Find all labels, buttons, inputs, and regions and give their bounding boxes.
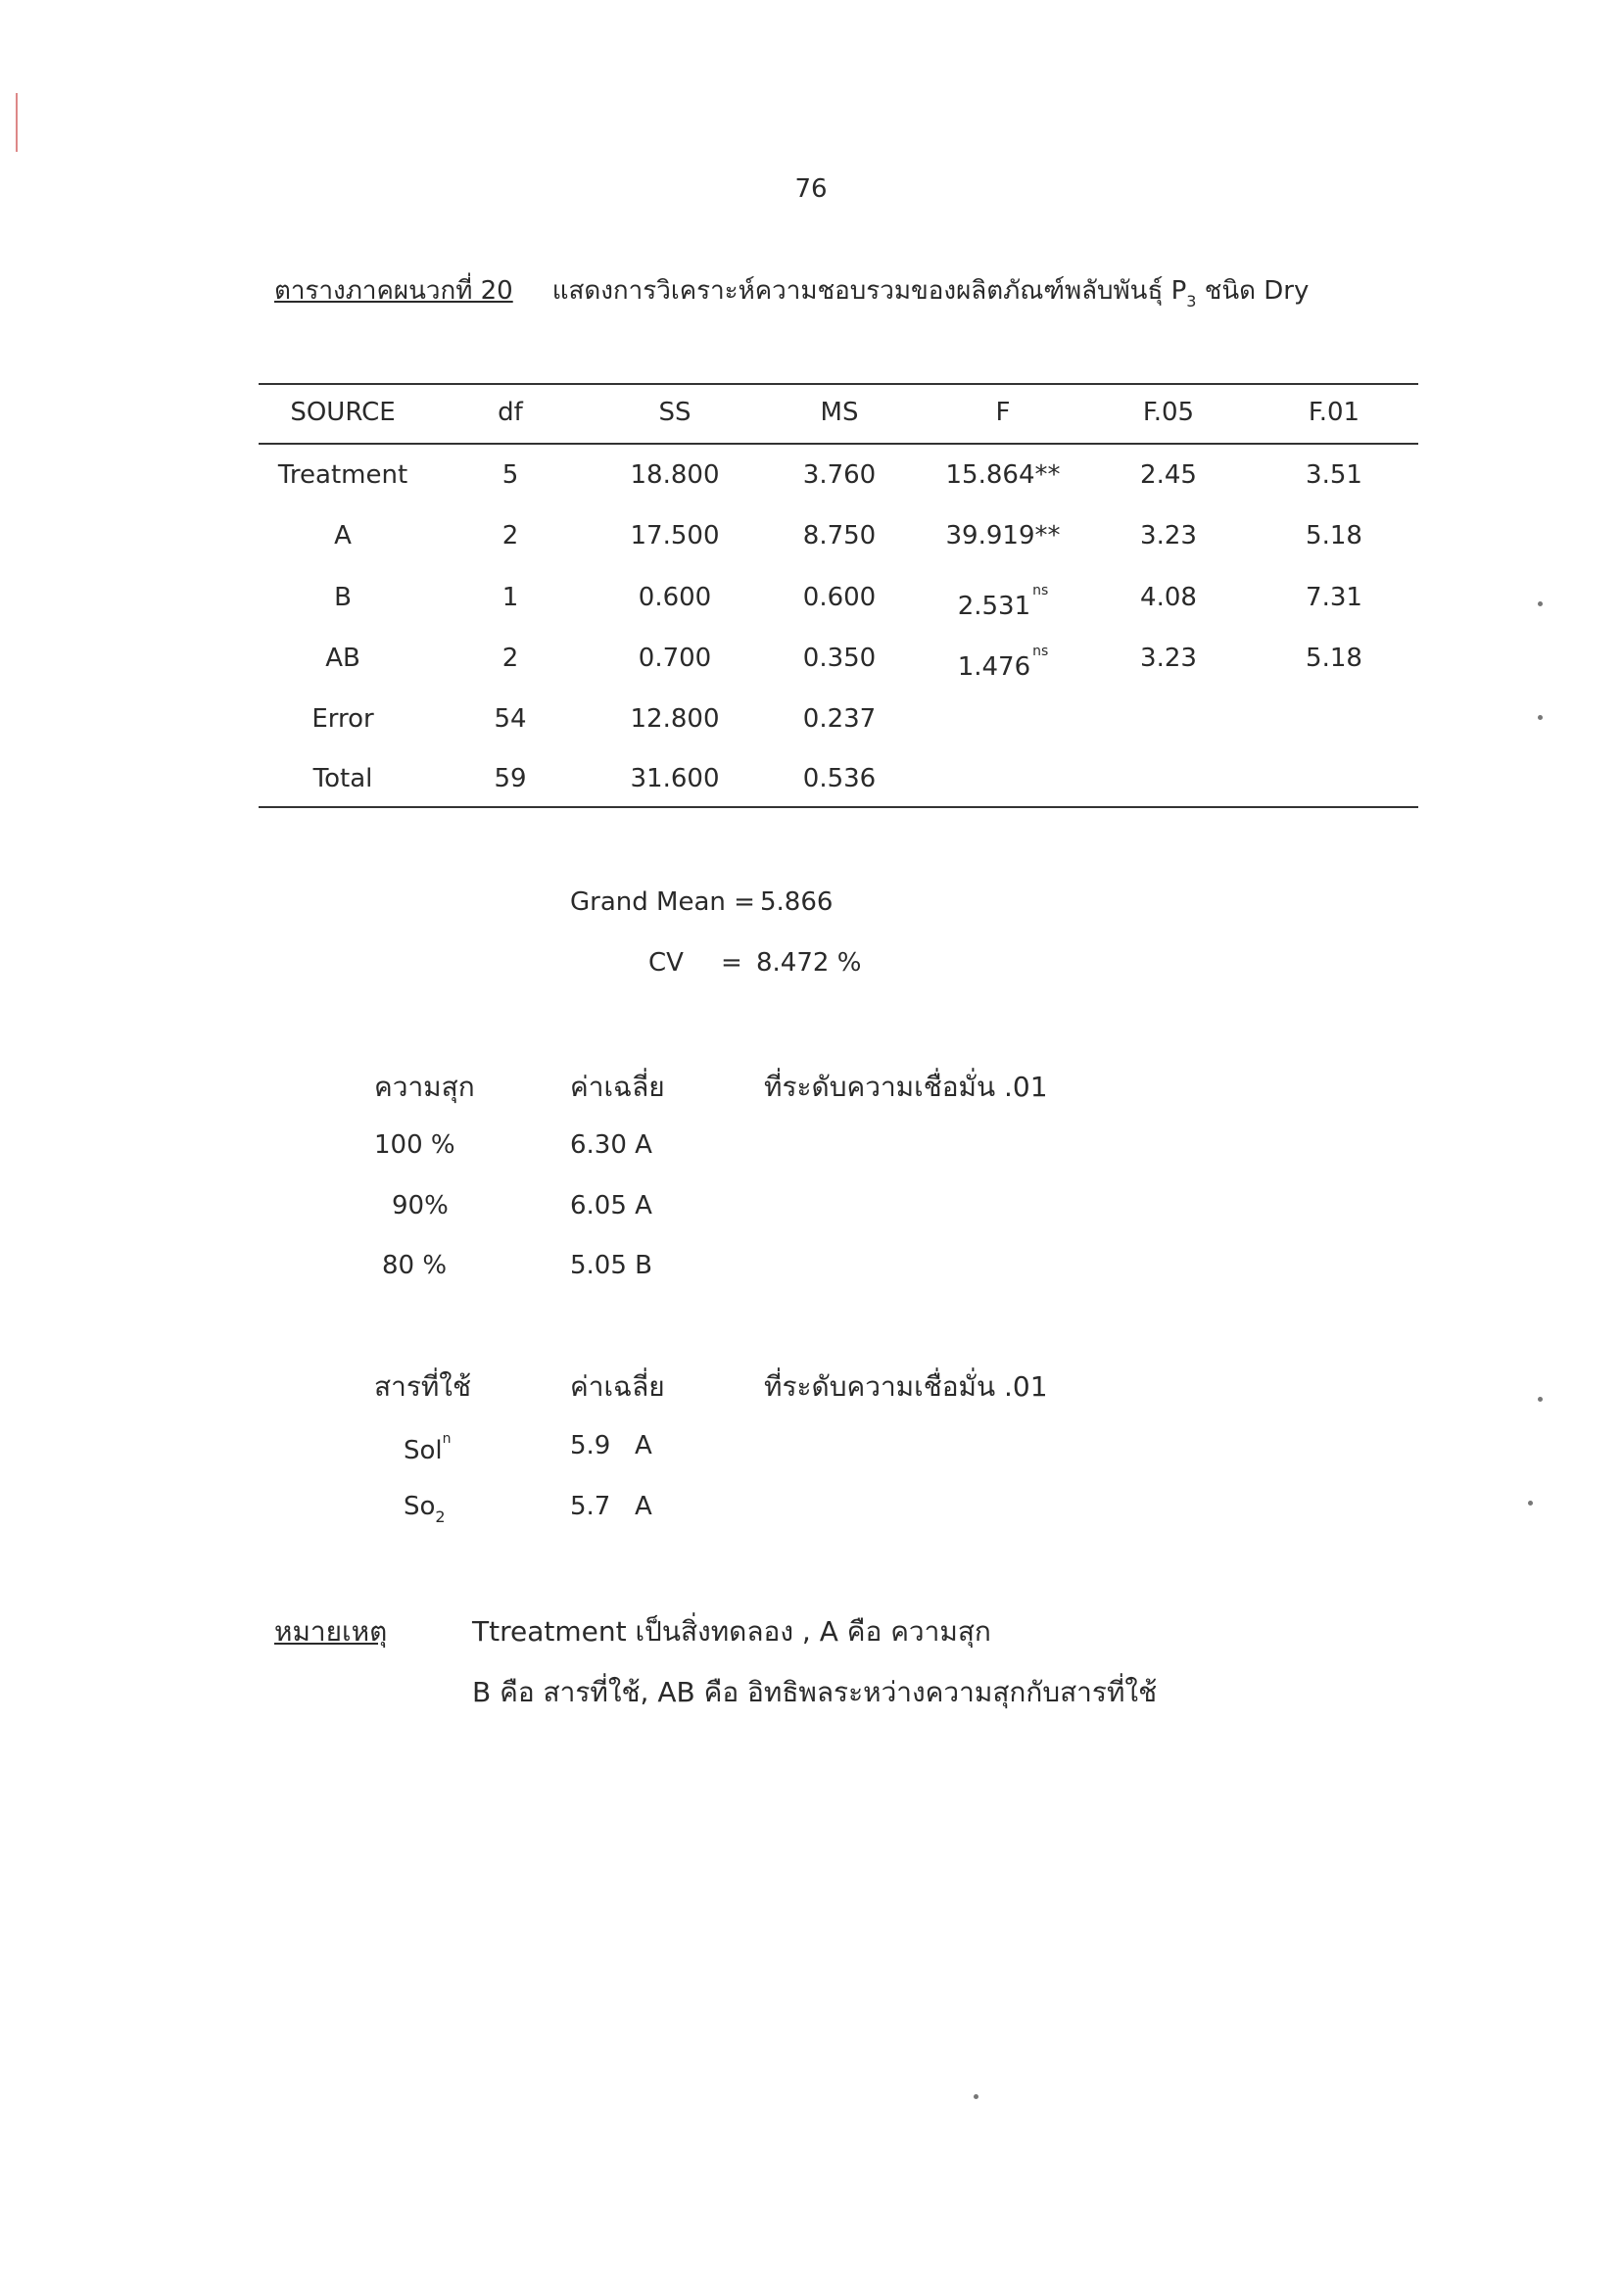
anova-cell-df: 1 [501, 583, 519, 612]
anova-cell-ss: 18.800 [630, 460, 720, 490]
anova-cell-ss: 17.500 [630, 521, 720, 550]
col-header-f: F [995, 398, 1011, 427]
anova-cell-f01: 5.18 [1306, 644, 1362, 673]
scan-speck [1538, 715, 1543, 720]
chemical-mean-header: ค่าเฉลี่ย [570, 1370, 665, 1403]
anova-cell-f01: 5.18 [1306, 521, 1362, 550]
anova-cell-f: $2.531^{ns}$ [957, 583, 1049, 621]
ripeness-significance-header: ที่ระดับความเชื่อมั่น .01 [764, 1071, 1048, 1103]
chemical-header: สารที่ใช้ [374, 1370, 471, 1403]
anova-cell-source: B [334, 583, 352, 612]
grand-mean-value: 5.866 [760, 887, 834, 917]
anova-cell-source: Total [312, 764, 373, 793]
anova-cell-f-ns-marker: ns [1032, 644, 1049, 659]
anova-cell-df: 2 [501, 644, 519, 673]
table-bottom-rule [259, 806, 1418, 808]
col-header-df: df [498, 398, 523, 427]
chemical-mean: 5.9 [570, 1431, 611, 1460]
anova-cell-ms: 0.600 [802, 583, 877, 612]
table-header-rule [259, 443, 1418, 445]
anova-cell-ms: 0.237 [802, 704, 877, 734]
ripeness-level: 100 % [374, 1130, 455, 1160]
grand-mean-label: Grand Mean = [570, 887, 755, 917]
table-caption [274, 270, 1309, 311]
anova-cell-df: 5 [501, 460, 519, 490]
anova-cell-f05: 4.08 [1140, 583, 1197, 612]
scan-speck [1538, 1397, 1543, 1402]
anova-cell-f01: 3.51 [1306, 460, 1362, 490]
caption-text: แสดงการวิเคราะห์ความชอบรวมของผลิตภัณฑ์พลับพันธุ์ P [551, 276, 1187, 306]
scan-speck [1538, 601, 1543, 606]
anova-cell-ss: 31.600 [630, 764, 720, 793]
anova-cell-df: 59 [494, 764, 527, 793]
note-line-2: B คือ สารที่ใช้, AB คือ อิทธิพลระหว่างความสุกกับสารที่ใช้ [472, 1676, 1158, 1708]
ripeness-level: 80 % [382, 1251, 448, 1280]
col-header-source: SOURCE [290, 398, 396, 427]
caption-label: ตารางภาคผนวกที่ 20 [274, 276, 513, 306]
anova-cell-ms: 0.536 [802, 764, 877, 793]
anova-cell-f05: 3.23 [1140, 521, 1197, 550]
anova-cell-ss: 0.600 [638, 583, 712, 612]
anova-cell-source: Treatment [277, 460, 408, 490]
anova-cell-f-ns-marker: ns [1032, 583, 1049, 598]
anova-cell-f01: 7.31 [1306, 583, 1362, 612]
anova-cell-source: Error [311, 704, 374, 734]
anova-cell-df: 54 [494, 704, 527, 734]
anova-cell-ms: 3.760 [802, 460, 877, 490]
anova-cell-f05: 3.23 [1140, 644, 1197, 673]
ripeness-header: ความสุก [374, 1071, 475, 1103]
ripeness-mean: 5.05 B [570, 1251, 652, 1280]
page-number: 76 [794, 174, 828, 204]
chemical-name: $So_2$ [404, 1492, 446, 1526]
chemical-group: A [635, 1492, 652, 1521]
chemical-name: Sol$^n$ [404, 1431, 452, 1465]
ripeness-level: 90% [392, 1191, 449, 1220]
cv-equals: = [721, 948, 742, 978]
col-header-f05: F.05 [1142, 398, 1195, 427]
ripeness-mean: 6.30 A [570, 1130, 652, 1160]
col-header-ms: MS [820, 398, 859, 427]
anova-cell-f: $1.476^{ns}$ [957, 644, 1049, 682]
chemical-group: A [635, 1431, 652, 1460]
ripeness-mean: 6.05 A [570, 1191, 652, 1220]
col-header-ss: SS [658, 398, 692, 427]
anova-cell-df: 2 [501, 521, 519, 550]
cv-label: CV [648, 948, 684, 978]
note-line-1: Ttreatment เป็นสิ่งทดลอง , A คือ ความสุก [472, 1615, 991, 1648]
col-header-f01: F.01 [1308, 398, 1360, 427]
anova-cell-ms: 0.350 [802, 644, 877, 673]
anova-cell-f: 39.919** [945, 521, 1061, 550]
caption-text-tail: ชนิด Dry [1196, 276, 1310, 306]
ripeness-mean-header: ค่าเฉลี่ย [570, 1071, 665, 1103]
anova-cell-source: A [334, 521, 352, 550]
anova-cell-ss: 12.800 [630, 704, 720, 734]
scan-margin-mark [16, 93, 18, 152]
caption-subscript: 3 [1186, 292, 1197, 311]
anova-cell-f05: 2.45 [1140, 460, 1197, 490]
anova-cell-ms: 8.750 [802, 521, 877, 550]
anova-cell-ss: 0.700 [638, 644, 712, 673]
chemical-significance-header: ที่ระดับความเชื่อมั่น .01 [764, 1370, 1048, 1403]
note-label: หมายเหตุ [274, 1615, 388, 1648]
scan-speck [974, 2094, 978, 2099]
chemical-mean: 5.7 [570, 1492, 611, 1521]
scan-speck [1528, 1501, 1533, 1506]
cv-value: 8.472 % [756, 948, 862, 978]
anova-cell-f: 15.864** [945, 460, 1061, 490]
table-top-rule [259, 383, 1418, 385]
anova-cell-source: AB [325, 644, 360, 673]
